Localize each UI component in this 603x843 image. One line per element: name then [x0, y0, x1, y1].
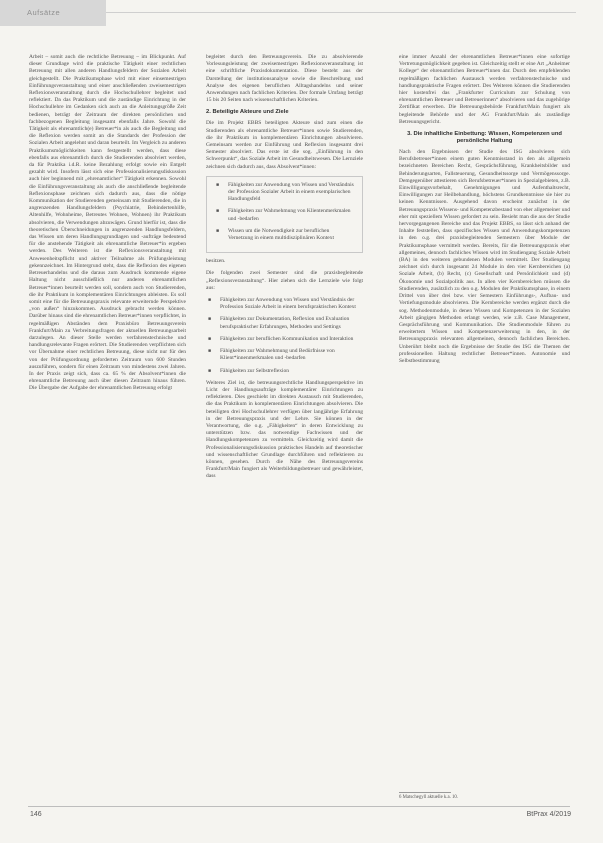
- bullet-item: ■ Fähigkeiten zur beruflichen Kommunikation und Interaktion: [206, 336, 363, 343]
- col2-paragraph-1: Die im Projekt EBBS beteiligten Akteure sind zum einen die Studierenden als ehrenamtliche Betreuer*innen sowie Studierenden, die ihr Praktikum in komplementären Einrichtungen absolvieren. Gemeinsam werden zur Einführung und Reflexion insgesamt drei Semester absolviert. Das erste ist die sog. „Einführung in den Schwerpunkt“, das Soziale Arbeit im Gesundheitswesen. Die Lernziele zeichnen sich dadurch aus, dass Absolvent*innen:: [206, 120, 363, 170]
- bullet-item: ■ Fähigkeiten zur Selbstreflexion: [206, 368, 363, 375]
- col2-paragraph-3: Weiteres Ziel ist, die betreuungsrechtliche Handlungsperspektive im Licht der Handlungsaufträge komplementärer Einrichtungen zu reflektieren. Dies geschieht im direkten Austausch mit Studierenden, die das Praktikum in komplementären Einrichtungen absolvieren. Die beteiligten drei Hochschullehrer verfügen über langjährige Erfahrung in der Betreuungspraxis und der Lehre. Sie können in der Verantwortung, die o.g. „Fähigkeiten“ in deren Entwicklung zu unterstützen bzw. das notwendige Fachwissen und der Handlungskompetenzen zu vermitteln. Gleichzeitig wird damit die Professionalisierungsdiskussion praktisches Handeln auf theoretischer und wissenschaftlicher Grundlage durchführen und reflektieren zu können, gesehen. Durch die Nähe des Betreuungsvereins Frankfurt/Main fungiert als Weiterbildungsbetreuer und gewährleistet, dass: [206, 379, 363, 480]
- section-3-heading: 3. Die inhaltliche Einbettung: Wissen, Kompetenzen und persönliche Haltung: [407, 131, 562, 145]
- col2-after-box: besitzen.: [206, 258, 226, 265]
- col2-intro: begleitet durch den Betreuungsverein. Die zu absolvierende Vorlesungsleistung der zweisemestrigen Reflexionsveranstaltung ist eine schriftliche Praxisdokumentation. Diese besteht aus der Darstellung der institutionsanalyse sowie die Beschreibung und Analyse des eigenen beruflichen Alltagshandelns und seiner Anwendungen nach fachlichen Kriterien. Der formale Umfang beträgt 15 bis 20 Seiten nach wissenschaftlichen Kriterien.: [206, 54, 363, 104]
- section-tab: [0, 0, 106, 26]
- footnote-area: [399, 786, 570, 801]
- section-label: Aufsätze: [27, 8, 61, 17]
- section-2-heading: 2. Beteiligte Akteure und Ziele: [206, 109, 289, 116]
- col2-paragraph-2: Die folgenden zwei Semester sind die praxisbegleitende „Reflexionsveranstaltung“. Hier ziehen sich die Lernziele wie folgt aus:: [206, 270, 363, 291]
- footnote: 6 Matschegyll aktuelle k.a. 10.: [399, 795, 459, 800]
- bullet-item: ■ Fähigkeiten zur Anwendung von Wissen und Verständnis der Profession Soziale Arbeit in einem berufspraktischen Kontext: [206, 297, 363, 311]
- column-3: [399, 54, 570, 804]
- box-item: ■ Fähigkeiten zur Anwendung von Wissen und Verständnis der Profession Sozialer Arbeit in einem exemplarischen Handlungsfeld: [214, 182, 355, 204]
- page-number: 146: [30, 811, 42, 818]
- column-2: [206, 54, 363, 804]
- box-item: ■ Fähigkeiten zur Wahrnehmung von Klientenmerkmalen und -bedarfen: [214, 208, 355, 222]
- col3-paragraph-2: Nach den Ergebnissen der Studie des ISG absolvieren sich Berufsbetreuer*innen einem guten Kenntnisstand in den als allgemein bezeichneten Bereichen Recht, Gesprächsführung, Krankheitsbilder und Behinderungsarten, Fallsteuerung, Gesundheitssorge und Vermögenssorge. Demgegenüber attestieren sich Berufsbetreuer*innen in Spezialgebieten, z.B. Einwilligungsvorbehalt, Genehmigungen und Aufenthaltsrecht, Einwilligungen zur Heilbehandlung, höchstens Grundkenntnisse sie hier zu keinen Kenntnissen. Ausgehend davon erscheint zunächst in der Betreuungspraxis Wissens- und Kompetenzbestand von eher allgemeiner und eher mit speziellem Wissen gefordert zu sein. Besieht man die aus der Studie hervorgegangenen Bereiche und das Projekt EBBS, so lässt sich anhand der Inhalte feststellen, dass spezifisches Wissen und Anwendungskompetenzen in den o.g. drei praxisbegleitenden Semestern über Module der Praktikumsphase vermittelt werden. Bereits, für die Betreuungspraxis eher allgemeines, dennoch fachliches Wissen wird im Studiengang Soziale Arbeit (BA) in den weiteren gebundenen Modulen vermittelt. Der Studiengang zeichnet sich durch insgesamt 24 Module in den vier Kernbereichen (a) Soziale Arbeit, (b) Recht, (c) Gesellschaft und Persönlichkeit und (d) Ökonomie und Sozialpolitik aus. In allen vier Kernbereichen müssen die Studierenden, zusätzlich zu den o.g. Modulen der Praktikumsphase, in einem Drittel von über drei bzw. vier Semestern Einführungs-, Aufbau- und Vertiefungsmodule absolvieren. Die Kernbereiche werden ergänzt durch die sog. Methodenmodule, in denen Wissen und Kompetenzen in der Sozialen Arbeit gängigen Methoden erlangt werden, wie z.B. Case Management, Gesprächsführung und Kommunikation. Die Studienmodule führen zu erweitertem Wissen und Kompetenzerweiterung in den, in der Betreuungspraxis relevanten allgemeinen, dennoch fachlichen Bereichen. Unberührt bleibt noch die Ergebnisse der Studie des ISG die Themen der professionellen Haltung rechtlicher Betreuer*innen. Autonomie und Selbstbestimmung: [399, 149, 570, 364]
- journal-issue: BtPrax 4/2019: [526, 811, 571, 818]
- reflection-goals-list: [206, 297, 363, 375]
- col1-paragraph: Arbeit – somit auch die rechtliche Betreuung – im Blickpunkt. Auf dieser Grundlage wird die praktische Tätigkeit einer rechtlichen Betreuung mit allen anderen Handlungsfeldern der Sozialen Arbeit gleichgestellt. Die Praktikumsphase wird mit einer einsemestrigen Einführungsveranstaltung und einer anschließenden zweisemestrigen Reflexionsveranstaltung durch die Hochschullehrer begleitet und reflektiert. Da das Praktikum und die zuständige Einrichtung in der Hochschullehre im Gedanken sich auch an die Anleitungsgröße Zeit bedienen, beträgt der Zeitraum der direkten persönlichen und fachbezogenen Begleitung insgesamt ebenfalls Jahre. Sowohl die Tätigkeit als ehrenamtlich(e) Betreuer*in als auch die Begleitung und die Reflexion werden somit an die Standards der Profession der Sozialen Arbeit angelehnt und daran beurteilt. Im Vergleich zu anderen Praktikumsmöglichkeiten kann festgestellt werden, dass diese ebenfalls aus ehrenamtlich durch die Studierenden absolviert werden, da für Praktika i.d.R. keine Bezahlung erfolgt sowie ein Entgelt gezahlt wird. Insofern lässt sich eine Professionalisierungsdiskussion auch hier beginnend mit „ehrenamtlicher“ Tätigkeit erkennen. Sowohl die Einführungsveranstaltung als auch die anschließende begleitende Reflexionsphase zeichnen sich dadurch aus, dass die nötige Kommunikation der Studierenden gemeinsam mit Studierenden, die in angrenzenden Handlungsfeldern (Psychiatrie, Behindertenhilfe, Altenhilfe, Wohnheime, Betreutes Wohnen, Wohnen) ihr Praktikum absolvieren, die Verwendungen abzuwägen. Grund hierfür ist, dass die theoretischen Überschneidungen in angrenzenden Handlungsfeldern, das Wissen um deren Handlungsgrundlagen und -aufträge bedeutend für die anstehende Tätigkeit als ehrenamtliche Betreuer*in ergeben werden. Des Weiteren ist die Reflexionsveranstaltung mit Anwesenheitspflicht und aktiver Teilnahme als Prüfungsleistung gekennzeichnet. Im Hintergrund steht, dass die Reflexion des eigenen Betreuerhandelns und die daraus zum Ausdruck kommende eigene Haltung nicht ausschließlich nur anderen ehrenamtlichen Betreuer*innen beurteilt werden soll, sondern auch von Studierenden, die ihr Praktikum in komplementären Einrichtungen ableisten. Es soll somit eine für die Betreuungspraxis relevante erweiternde Perspektive „von außen“ hinzukommen. Ausdruck gebracht werden können. Darüber hinaus sind die ehrenamtlichen Betreuer*innen verpflichtet, in regelmäßigen Abständen dem Praxisbüro Betreuungsverein Frankfurt/Main zu Verbreitungsfragen der aktuellen Betreuungsarbeit darzulegen. An dieser Stelle werden verfahrenstechnische und handlungsrelevante Fragen erörtert. Die Studierenden verpflichten sich vor Übernahme einer rechtlichen Betreuung, diese nicht nur für den von der Prüfungsordnung geforderten Zeitraum von 600 Stunden auszuführen, sondern für einen Zeitraum von mindestens zwei Jahren. In der Praxis zeigt sich, dass ca. 65 % der Absolvent*innen die ehrenamtliche Betreuung auch über diesen Zeitraum hinaus führen. Die Übergabe der Aufgabe der ehrenamtlichen Betreuung erfolgt: [29, 54, 186, 392]
- box-item: ■ Wissen um die Notwendigkeit zur beruflichen Vernetzung in einem multidisziplinären Kontext: [214, 228, 355, 242]
- header-rule: [106, 12, 576, 13]
- footnote-rule: [399, 792, 451, 793]
- bullet-item: ■ Fähigkeiten zur Wahrnehmung und Bedürfnisse von Klient*innenmerkmalen und -bedarfen: [206, 348, 363, 362]
- bullet-item: ■ Fähigkeiten zur Dokumentation, Reflexion und Evaluation berufspraktischer Erfahrungen, Methoden und Settings: [206, 316, 363, 330]
- learning-goals-box: [206, 176, 363, 253]
- col3-paragraph-1: eine immer Anzahl der ehrenamtlichen Betreuer*innen eine sofortige Vertretungsmöglichkeit gegeben ist. Gleichzeitig stellt er eine Art „Anheimer Kollege“ der ehrenamtlichen Betreuer*innen dar. Durch den empfehlenden regelmäßigen fachlichen Austausch werden verfahrenstechnische und handlungspraktische Fragen erörtert. Des Weiteren können die Studierenden hier kostenfrei das „Frankfurter Curriculum zur Schulung von ehrenamtlichen Betreuer und Betreuerinnen“ absolvieren und das zugehörige Zertifikat erwerben. Die Betreuungsbehörde Frankfurt/Main fungiert als begleitende Behörde und der AG Frankfurt/Main als zuständige Betreuungsgericht.: [399, 54, 570, 125]
- footer-rule: [28, 806, 570, 807]
- column-1: [29, 54, 186, 804]
